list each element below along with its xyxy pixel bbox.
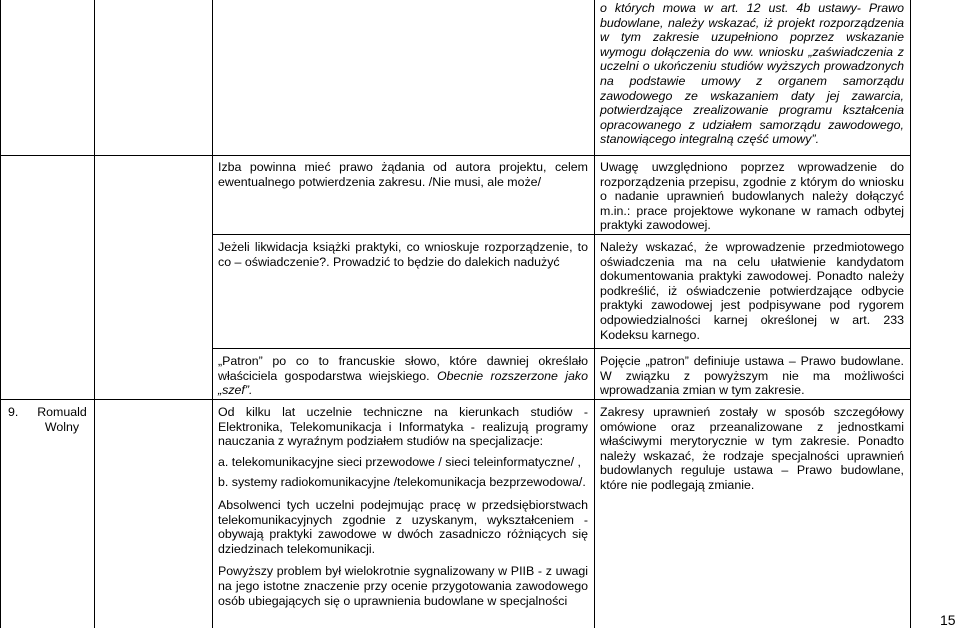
page-number: 15 (940, 612, 956, 628)
comment-cell (218, 354, 588, 398)
comment-text-italic: Obecnie rozszerzone jako „szef”. (218, 368, 588, 398)
table-border-col3 (594, 0, 595, 628)
row-divider (0, 155, 911, 156)
row-divider (212, 234, 911, 235)
comment-cell: Jeżeli likwidacja książki praktyki, co wnioskuje rozporządzenie, to co – oświadczenie?. Prowadzić to będzie do dalekich nadużyć (218, 240, 588, 269)
table-border-col2 (212, 0, 213, 628)
comment-cell: Od kilku lat uczelnie techniczne na kierunkach studiów - Elektronika, Telekomunikacja i Informatyka - realizują programy nauczania z wyraźnym podziałem studiów na specjalizacje: a. telekomunikacyjne sieci przewodowe / sieci teleinformatyczne/ , b. systemy radiokomunikacyjne /telekomunikacja bezprzewodowa/. Absolwenci tych uczelni podejmując pracę w przedsiębiorstwach telekomunikacyjnych zgodnie z uzyskanym, wykształceniem - obywają praktyki zawodowe w dwóch zasadniczo różniących się dziedzinach telekomunikacji. Powyższy problem był wielokrotnie sygnalizowany w PIIB - z uwagi na jego istotne znaczenie przy ocenie przygotowania zawodowego osób ubiegających się o uprawnienia budowlane w specjalności (218, 405, 588, 608)
response-cell: o których mowa w art. 12 ust. 4b ustawy- Prawo budowlane, należy wskazać, iż projekt rozporządzenia w tym zakresie uzupełniono poprzez wskazanie wymogu dołączenia do ww. wniosku „zaświadczenia z uczelni o ukończeniu studiów wyższych prowadzonych na podstawie umowy z organem samorządu zawodowego ze wskazaniem daty jej zawarcia, potwierdzające zrealizowanie programu kształcenia opracowanego z udziałem samorządu zawodowego, stanowiącego integralną część umowy”. (600, 1, 904, 147)
response-cell: Uwagę uwzględniono poprzez wprowadzenie do rozporządzenia przepisu, zgodnie z którym do wniosku o nadanie uprawnień budowlanych należy dołączyć m.in.: prace projektowe wykonane w ramach odbytej praktyki zawodowej. (600, 160, 904, 233)
table-border-col1 (94, 0, 95, 628)
row-number: 9. (8, 405, 19, 419)
comment-cell: Izba powinna mieć prawo żądania od autora projektu, celem ewentualnego potwierdzenia zakresu. /Nie musi, ale może/ (218, 160, 588, 189)
author-name: Romuald Wolny (37, 405, 87, 434)
table-border-right (910, 0, 911, 628)
response-cell: Pojęcie „patron” definiuje ustawa – Prawo budowlane. W związku z powyższym nie ma możliwości wprowadzania zmian w tym zakresie. (600, 354, 904, 398)
comment-text: „Patron” po co to francuskie słowo, które dawniej określało właściciela gospodarstwa wiejskiego. (218, 354, 588, 383)
response-cell: Zakresy uprawnień zostały w sposób szczegółowy omówione oraz przeanalizowane z jednostkami właściwymi merytorycznie w tym zakresie. Ponadto należy wskazać, że rodzaje specjalności uprawnień budowlanych reguluje ustawa – Prawo budowlane, które nie podlegają zmianie. (600, 405, 904, 492)
row-divider (0, 399, 911, 400)
table-border-left (0, 0, 1, 628)
row-divider (212, 348, 911, 349)
response-cell: Należy wskazać, że wprowadzenie przedmiotowego oświadczenia ma na celu ułatwienie kandydatom dokumentowania praktyki zawodowej. Ponadto należy podkreślić, iż oświadczenie potwierdzające odbycie praktyki zawodowej jest podpisywane pod rygorem odpowiedzialności karnej określonej w art. 233 Kodeksu karnego. (600, 240, 904, 342)
